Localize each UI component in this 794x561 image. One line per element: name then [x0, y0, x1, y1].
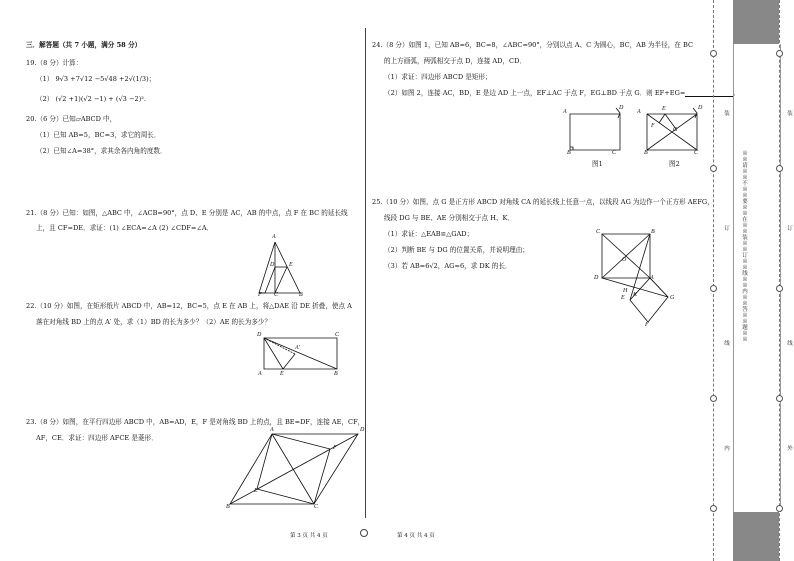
- q23-label-a: A: [270, 427, 274, 433]
- q19-head: 19.（8 分）计算：: [26, 59, 83, 67]
- q25-label-k: K: [633, 292, 638, 298]
- q21-label-b: B: [299, 292, 303, 298]
- q24-fig1-label-b: B: [567, 150, 571, 156]
- q24-fig1-caption: 图1: [592, 160, 603, 168]
- q22-label-b: B: [334, 371, 338, 377]
- q25-label-b: B: [651, 229, 655, 235]
- q24-fig1-label-c: C: [612, 150, 617, 156]
- binding-mark-wai: 外: [786, 445, 792, 451]
- q25-label-e: E: [621, 295, 625, 301]
- q21-label-c: C: [274, 292, 279, 298]
- binding-hole-8: [776, 285, 783, 292]
- q21-label-a: A: [272, 234, 276, 240]
- q24-figure-1: [568, 108, 628, 156]
- binding-hole-6: [776, 50, 783, 57]
- q25-label-a: A: [650, 275, 654, 281]
- binding-line-inner: [779, 0, 781, 561]
- q23-label-f: F: [333, 445, 337, 451]
- q24-fig2-label-d: D: [698, 105, 703, 111]
- q24-fig2-label-f: F: [651, 123, 655, 129]
- q25-part3: （3）若 AB=6√2，AG=6，求 DK 的长．: [384, 262, 512, 270]
- binding-mark-zhuang-outer: 装: [786, 110, 792, 116]
- binding-hole-7: [776, 165, 783, 172]
- q25-line2: 线段 DG 与 BE、AE 分别相交于点 H、K．: [384, 214, 515, 222]
- q25-label-h: H: [623, 288, 628, 294]
- q23-label-c: C: [314, 504, 319, 510]
- binding-mark-xian: 线: [723, 340, 729, 346]
- binding-mark-ding: 订: [723, 225, 729, 231]
- binding-hole-1: [710, 50, 717, 57]
- q20-part2: （2）已知∠A=38°，求其余各内角的度数．: [36, 147, 167, 155]
- binding-line-outer: [713, 0, 715, 561]
- q21-label-f: F: [258, 292, 262, 298]
- q23-label-e: E: [254, 488, 258, 494]
- footer-center-circle: [360, 529, 368, 537]
- section-title: 三．解答题（共 7 小题，满分 58 分）: [26, 41, 142, 49]
- q22-label-e: E: [280, 371, 284, 377]
- binding-hole-5: [710, 505, 717, 512]
- q24-fig1-label-a: A: [563, 109, 567, 115]
- q24-fig2-caption: 图2: [669, 160, 680, 168]
- q24-part2: （2）如图 2，连接 AC，BD，E 是边 AD 上一点，EF⊥AC 于点 F，EG⊥BD 于点 G．则 EF+EG= ．: [384, 89, 740, 97]
- q24-line1: 24.（8 分）如图 1，已知 AB=6，BC=8，∠ABC=90°，分别以点 A、C 为圆心，BC，AB 为半径，在 BC: [372, 41, 693, 49]
- q25-label-f: F: [645, 322, 649, 328]
- q23-figure: [228, 430, 368, 510]
- q21-label-e: E: [289, 262, 293, 268]
- q21-line1: 21.（8 分）已知：如图，△ABC 中，∠ACB=90°，点 D、E 分别是 AC，AB 的中点，点 F 在 BC 的延长线: [26, 209, 348, 217]
- q20-head: 20.（6 分）已知▱ABCD 中，: [26, 115, 117, 123]
- q22-line2: 落在对角线 BD 上的点 A′ 处，求（1）BD 的长为多少？（2）AE 的长为多少？: [36, 318, 272, 326]
- q24-fig2-label-a: A: [637, 109, 641, 115]
- q23-line1: 23.（8 分）如图，在平行四边形 ABCD 中，AB=AD，E，F 是对角线 BD 上的点，且 BE=DF，连接 AE，CF，: [26, 418, 365, 426]
- q24-fig2-label-e: E: [662, 106, 666, 112]
- q23-label-b: B: [226, 504, 230, 510]
- q21-label-d: D: [270, 262, 275, 268]
- q19-part2: （2） (√2 +1)(√2 −1) + (√3 −2)².: [36, 95, 147, 103]
- q25-part1: （1）求证：△EAB≌△GAD；: [384, 230, 474, 238]
- binding-hole-4: [710, 395, 717, 402]
- q21-figure: [255, 238, 315, 298]
- q23-line2: AF，CE．求证：四边形 AFCE 是菱形．: [36, 434, 158, 442]
- q21-line2: 上，且 CF=DE．求证：(1) ∠ECA=∠A (2) ∠CDF=∠A．: [36, 224, 214, 232]
- binding-mark-zhuang: 装: [723, 110, 729, 116]
- q25-label-o: O: [622, 257, 627, 263]
- q20-part1: （1）已知 AB=5，BC=3，求它的周长．: [36, 131, 161, 139]
- q24-fig2-label-g: G: [673, 127, 678, 133]
- binding-hole-3: [710, 285, 717, 292]
- binding-gray-bottom: [733, 512, 779, 561]
- q24-fig2-label-c: C: [694, 150, 699, 156]
- q22-label-c: C: [335, 332, 340, 338]
- q22-label-a: A: [258, 371, 262, 377]
- q24-line2: 的上方画弧，两弧相交于点 D，连接 AD，CD．: [384, 57, 526, 65]
- q24-fig2-label-b: B: [644, 150, 648, 156]
- q22-figure: [262, 336, 342, 376]
- page-divider: [365, 28, 366, 518]
- q22-label-a-prime: A′: [295, 345, 300, 351]
- footer-left-page-number: 第 3 页 共 4 页: [290, 533, 328, 539]
- answer-blank[interactable]: [685, 89, 733, 97]
- q23-label-d: D: [360, 427, 365, 433]
- footer-right-page-number: 第 4 页 共 4 页: [397, 533, 435, 539]
- q19-part1: （1） 9√3 +7√12 −5√48 +2√(1/3)；: [36, 75, 156, 83]
- q25-line1: 25.（10 分）如图，点 G 是正方形 ABCD 对角线 CA 的延长线上任意一点，以线段 AG 为边作一个正方形 AEFG，: [372, 198, 714, 206]
- q22-line1: 22.（10 分）如图，在矩形纸片 ABCD 中，AB=12，BC=5，点 E 在 AB 上，将△DAE 沿 DE 折叠，使点 A: [26, 302, 352, 310]
- q25-figure: [596, 230, 686, 330]
- binding-warning-text: ※※请※※不※※要※※在※※装※※订※※线※※内※※答※※题※※: [741, 150, 747, 342]
- binding-hole-9: [776, 395, 783, 402]
- binding-hole-10: [776, 505, 783, 512]
- q24-part1: （1）求证：四边形 ABCD 是矩形；: [384, 73, 492, 81]
- binding-mark-xian-outer: 线: [786, 340, 792, 346]
- binding-mark-nei: 内: [723, 445, 729, 451]
- q25-label-c: C: [596, 229, 601, 235]
- binding-mark-ding-outer: 订: [786, 225, 792, 231]
- binding-hole-2: [710, 165, 717, 172]
- q25-part2: （2）判断 BE 与 DG 的位置关系，并说明理由；: [384, 246, 529, 254]
- q25-label-d: D: [594, 275, 599, 281]
- q25-label-g: G: [670, 295, 675, 301]
- q24-fig1-label-d: D: [619, 105, 624, 111]
- q22-label-d: D: [257, 332, 262, 338]
- binding-gray-top: [733, 0, 779, 44]
